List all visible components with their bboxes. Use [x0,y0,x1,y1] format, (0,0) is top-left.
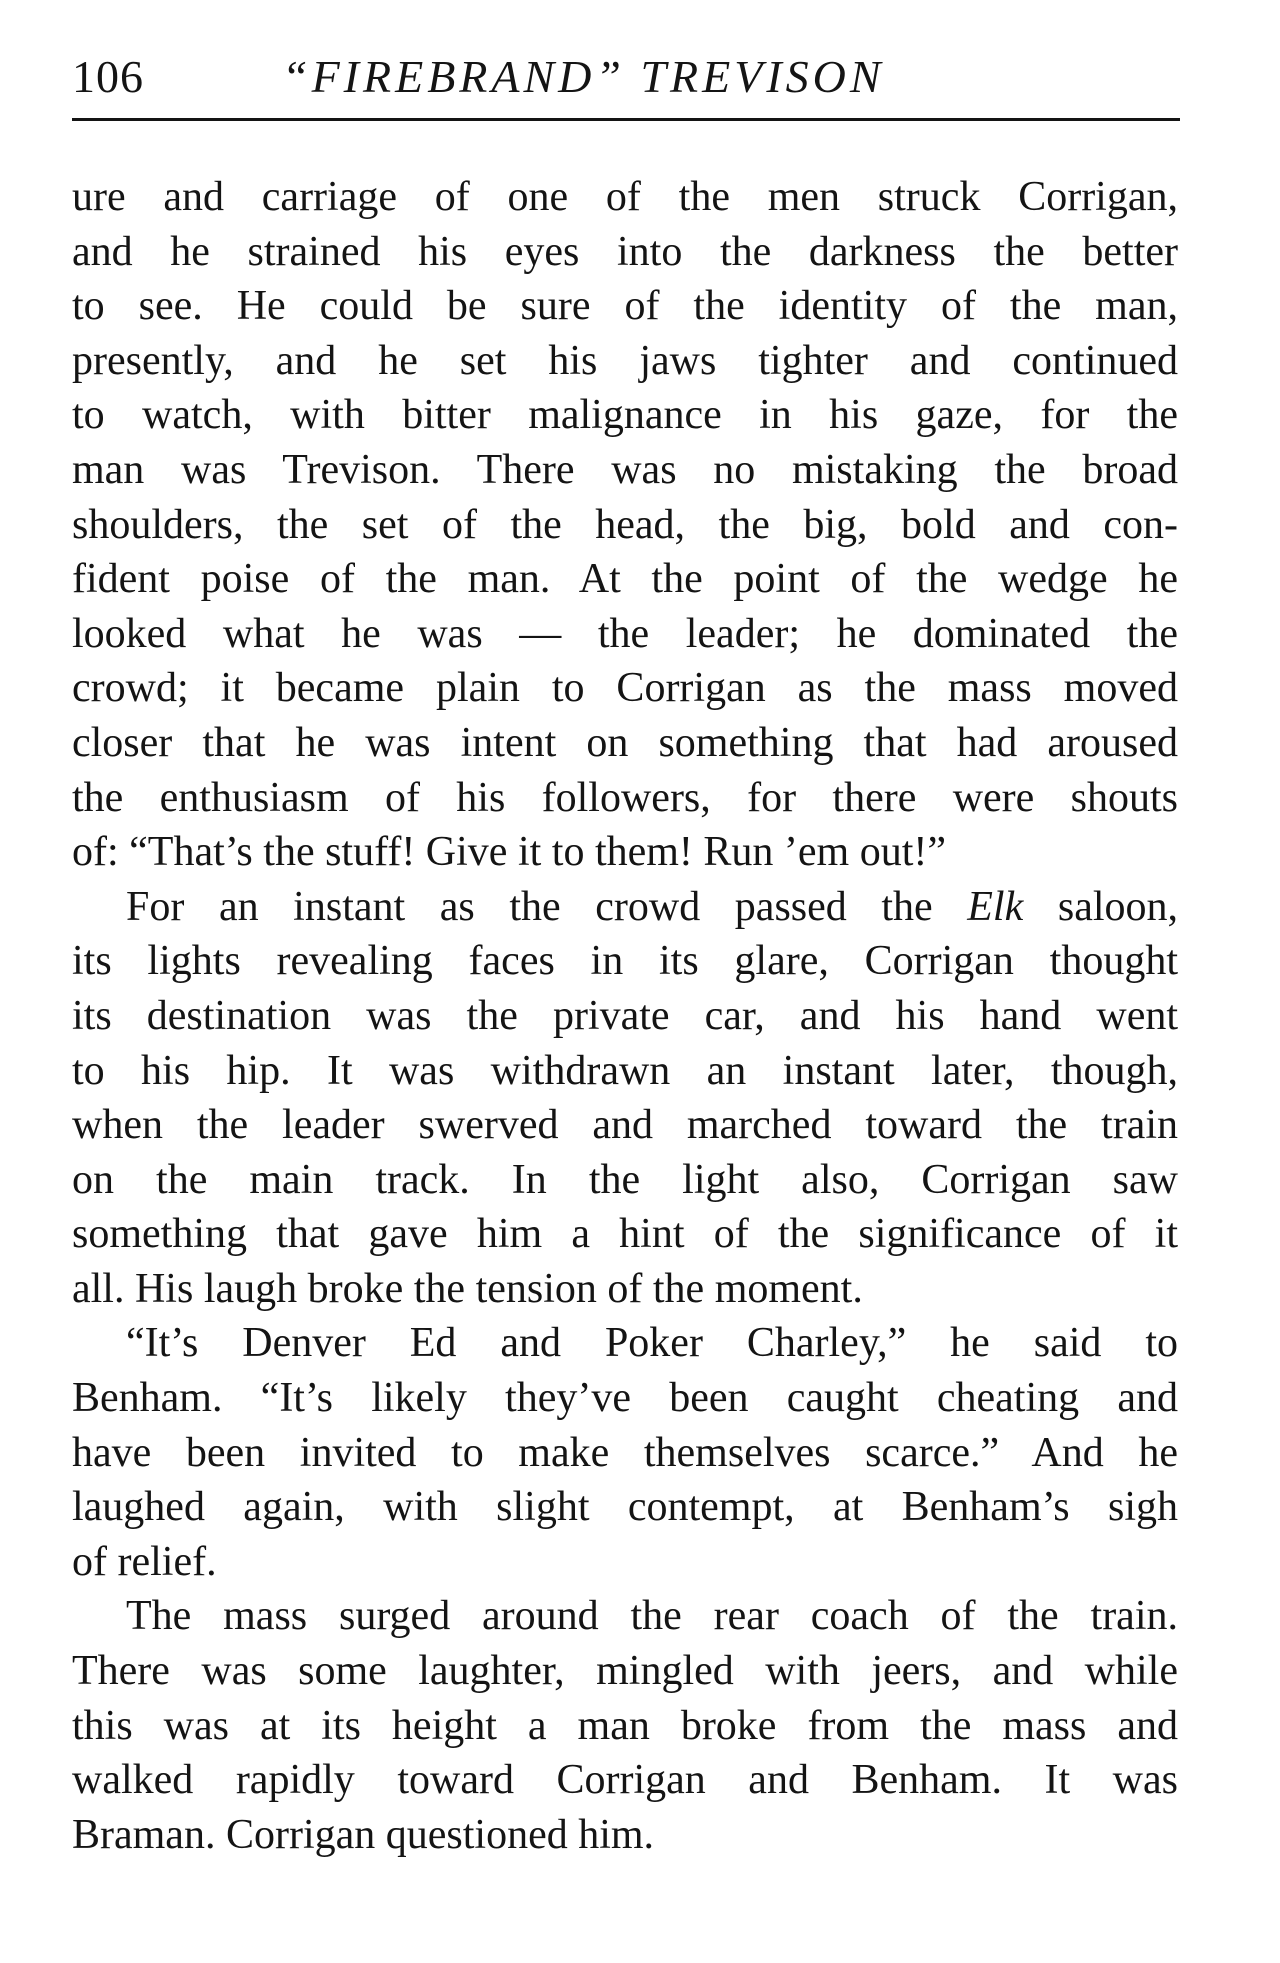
text-line: There was some laughter, mingled with jeers, and while [72,1648,1178,1695]
text-line: when the leader swerved and marched toward the train [72,1102,1178,1149]
header-rule [72,118,1180,121]
body-text [72,170,1178,1862]
text-line: to see. He could be sure of the identity of the man, [72,283,1178,330]
text-line: shoulders, the set of the head, the big, bold and con- [72,501,1178,548]
text-segment: saloon, [1023,883,1178,930]
running-title: “FIREBRAND” TREVISON [282,51,885,102]
running-head [72,50,1184,110]
text-line: walked rapidly toward Corrigan and Benham. It was [72,1757,1178,1804]
text-line: all. His laugh broke the tension of the moment. [72,1265,863,1312]
text-line: to watch, with bitter malignance in his gaze, for the [72,392,1178,439]
text-line: its destination was the private car, and his hand went [72,992,1178,1039]
text-line: of: “That’s the stuff! Give it to them! Run ’em out!” [72,829,947,876]
italic-ship-name: Elk [967,883,1024,930]
text-line: fident poise of the man. At the point of the wedge he [72,556,1178,603]
text-segment: For an instant as the crowd passed the [126,883,968,930]
text-line: closer that he was intent on something that had aroused [72,719,1178,766]
text-line: laughed again, with slight contempt, at Benham’s sigh [72,1484,1178,1531]
text-line: man was Trevison. There was no mistaking the broad [72,446,1178,493]
page-number: 106 [72,51,144,102]
text-line: on the main track. In the light also, Corrigan saw [72,1156,1178,1203]
text-line: something that gave him a hint of the significance of it [72,1211,1178,1258]
text-line: ure and carriage of one of the men struck Corrigan, [72,174,1178,220]
text-line: looked what he was — the leader; he dominated the [72,610,1178,657]
text-line [72,880,1178,935]
text-line: The mass surged around the rear coach of the train. [126,1593,1178,1640]
text-line: this was at its height a man broke from the mass and [72,1702,1178,1749]
text-line: presently, and he set his jaws tighter and continued [72,337,1178,384]
text-line: and he strained his eyes into the darkness the better [72,228,1178,275]
text-line: Benham. “It’s likely they’ve been caught cheating and [72,1375,1178,1422]
text-line: the enthusiasm of his followers, for there were shouts [72,774,1178,821]
text-line: have been invited to make themselves scarce.” And he [72,1429,1178,1476]
text-line: of relief. [72,1538,217,1585]
text-line: crowd; it became plain to Corrigan as the mass moved [72,665,1178,712]
text-line: “It’s Denver Ed and Poker Charley,” he said to [126,1320,1178,1367]
text-line: its lights revealing faces in its glare, Corrigan thought [72,938,1178,985]
text-line: Braman. Corrigan questioned him. [72,1811,655,1858]
text-line: to his hip. It was withdrawn an instant later, though, [72,1047,1178,1094]
